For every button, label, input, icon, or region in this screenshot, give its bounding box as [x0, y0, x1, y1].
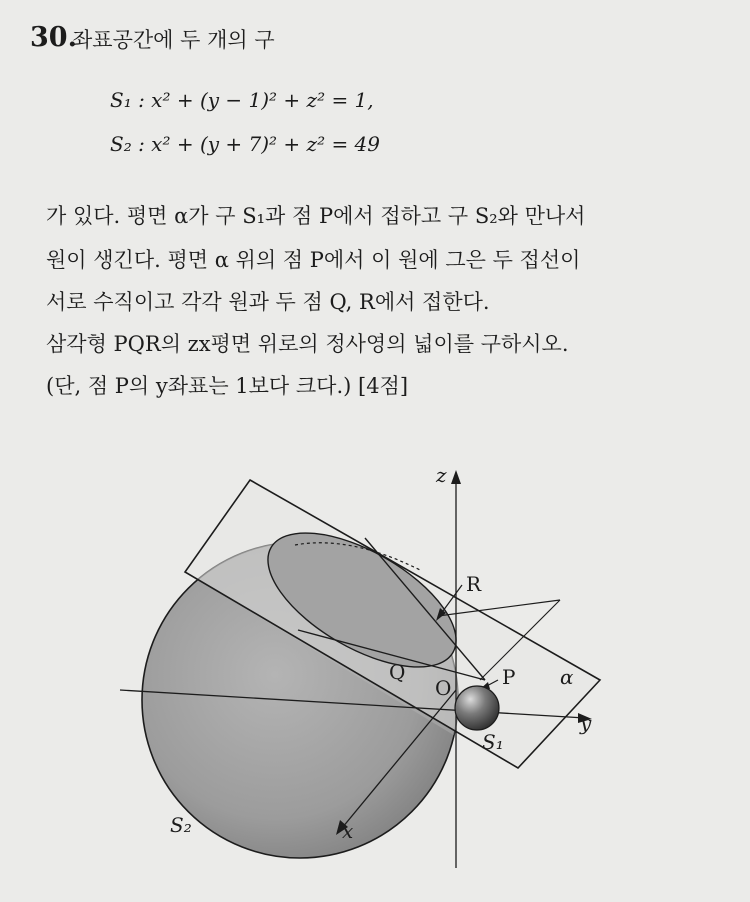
point-p-label: P	[502, 665, 516, 689]
x-axis-label: x	[342, 819, 354, 843]
problem-text-line-2: 원이 생긴다. 평면 α 위의 점 P에서 이 원에 그은 두 접선이	[46, 248, 581, 272]
sphere-s1	[455, 686, 499, 730]
problem-text-line-4: 삼각형 PQR의 zx평면 위로의 정사영의 넓이를 구하시오.	[46, 332, 569, 356]
equation-s1: S₁ : x² + (y − 1)² + z² = 1,	[110, 88, 374, 112]
point-q-label: Q	[389, 660, 406, 684]
y-axis-label: y	[580, 711, 592, 735]
problem-text-line-5: (단, 점 P의 y좌표는 1보다 크다.) [4점]	[46, 374, 409, 398]
equation-s2: S₂ : x² + (y + 7)² + z² = 49	[110, 132, 381, 156]
problem-text-line-1: 가 있다. 평면 α가 구 S₁과 점 P에서 접하고 구 S₂와 만나서	[46, 204, 586, 228]
problem-intro: 좌표공간에 두 개의 구	[72, 28, 275, 52]
plane-alpha-label: α	[560, 665, 574, 689]
point-r-label: R	[466, 572, 482, 596]
problem-number: 30.	[30, 22, 77, 53]
z-axis-label: z	[436, 463, 447, 487]
sphere-s2-label: S₂	[170, 813, 192, 837]
problem-text-line-3: 서로 수직이고 각각 원과 두 점 Q, R에서 접한다.	[46, 290, 490, 314]
origin-label: O	[435, 676, 452, 700]
sphere-s1-label: S₁	[482, 730, 504, 754]
